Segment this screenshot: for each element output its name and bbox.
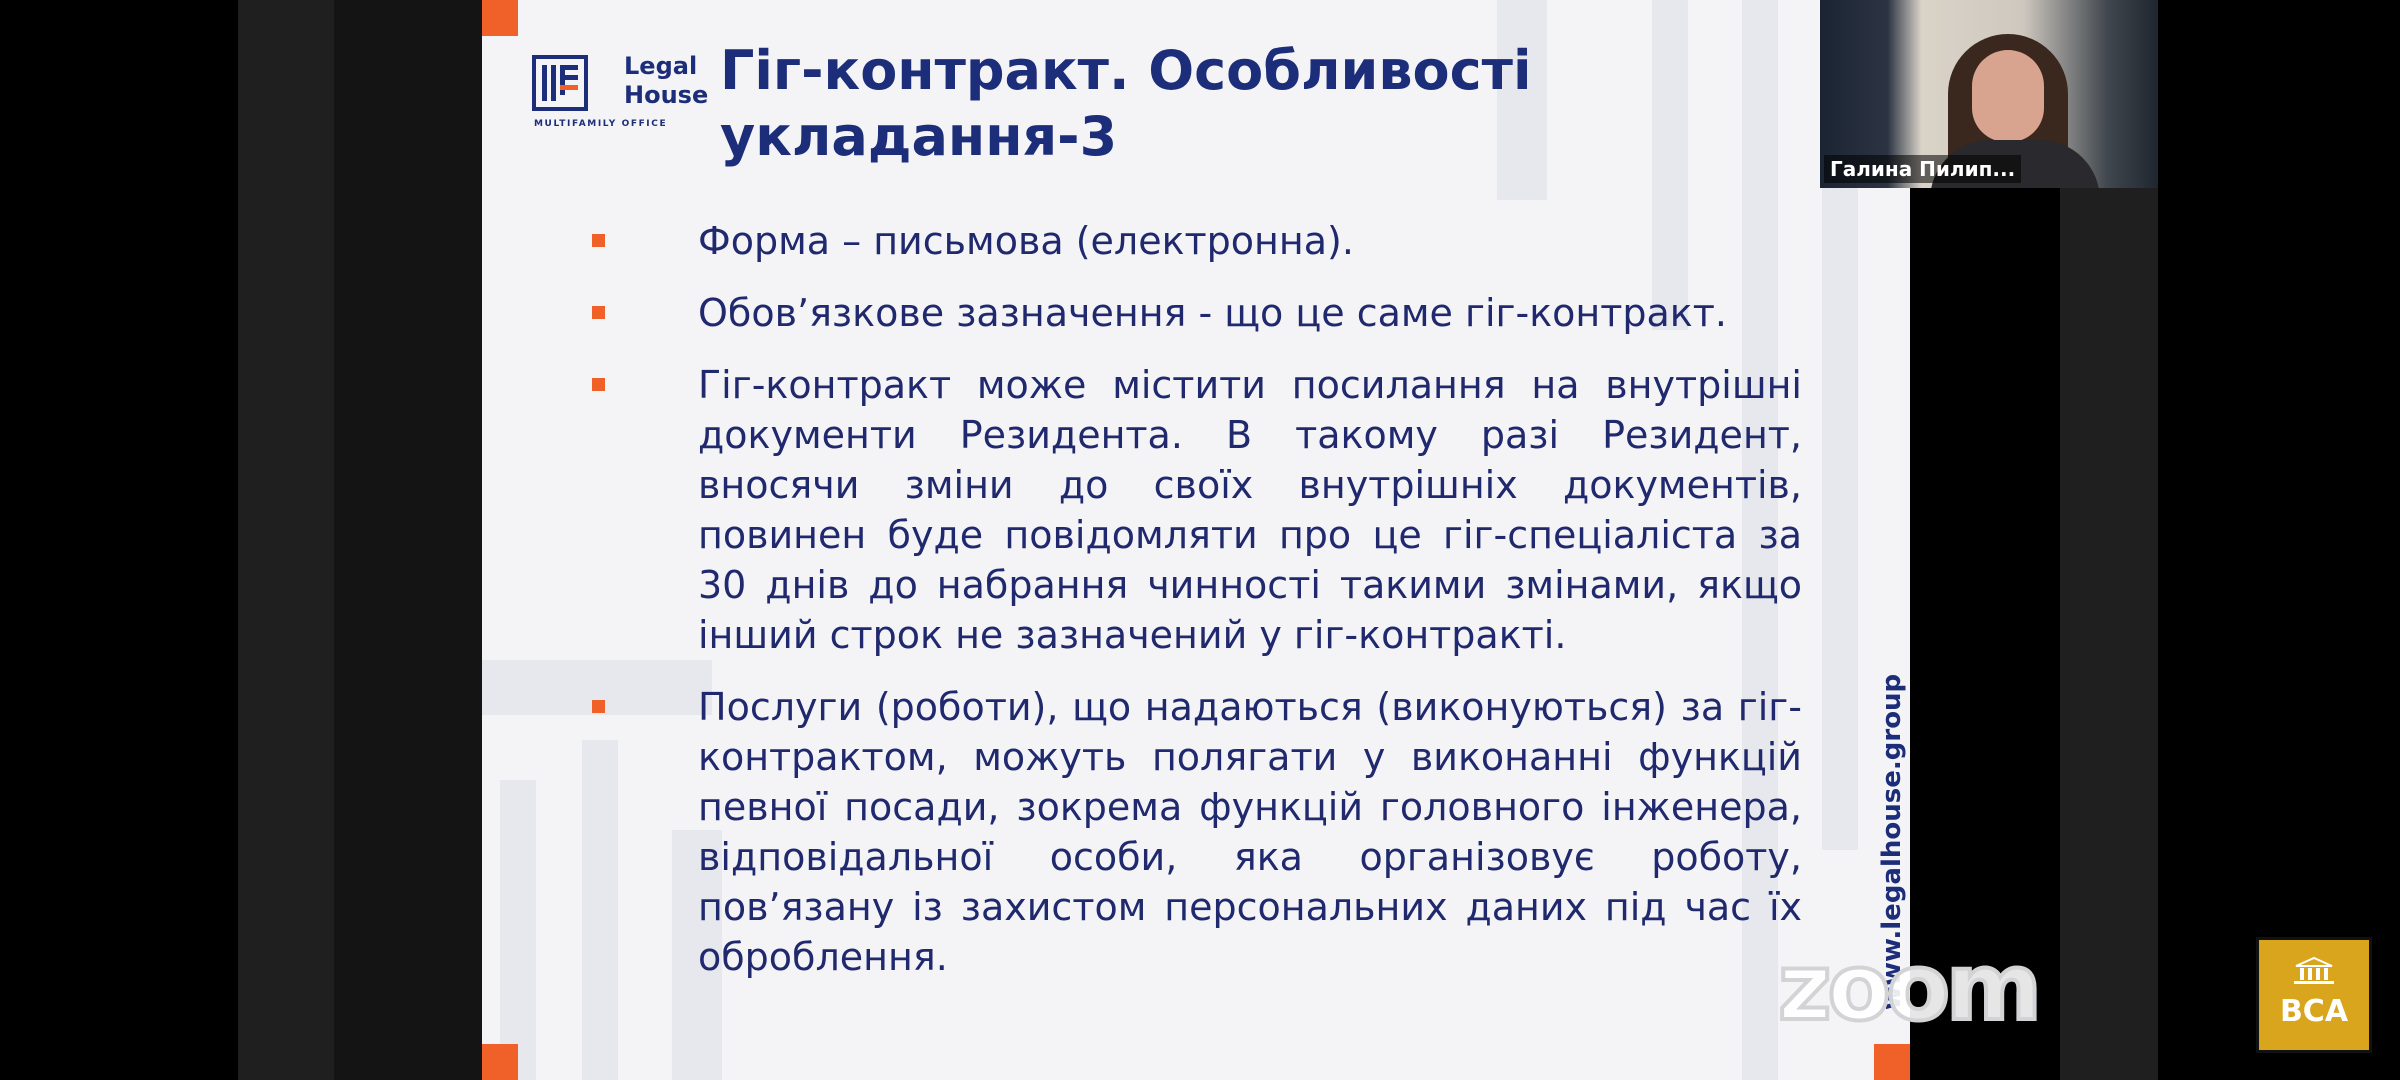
legal-house-logo xyxy=(532,52,709,129)
bca-channel-badge xyxy=(2256,937,2372,1053)
bullet-marker xyxy=(592,700,605,713)
bca-label: BCA xyxy=(2279,994,2349,1029)
bullet-item xyxy=(590,216,1802,266)
bullet-text: Обов’язкове зазначення - що це саме гіг-контракт. xyxy=(698,291,1727,335)
participant-face xyxy=(1972,50,2044,142)
left-background-panel xyxy=(238,0,334,1080)
bullet-text: Гіг-контракт може містити посилання на внутрішні документи Резидента. В такому разі Резидент, вносячи зміни до своїх внутрішніх документів, повинен буде повідомляти про це гіг-спеціаліста за 30 днів до набрання чинності такими змінами, якщо інший строк не зазначений у гіг-контракті. xyxy=(698,363,1802,657)
building-icon xyxy=(2292,956,2336,986)
bullet-marker xyxy=(592,378,605,391)
bullet-item xyxy=(590,288,1802,338)
logo-subtitle: MULTIFAMILY OFFICE xyxy=(534,119,668,129)
corner-square-bottom-left xyxy=(482,1044,518,1080)
bullet-list xyxy=(590,216,1802,1004)
participant-video-tile[interactable] xyxy=(1820,0,2158,188)
participant-name-label: Галина Пилип... xyxy=(1824,155,2021,183)
presentation-slide xyxy=(482,0,1910,1080)
left-inner-panel xyxy=(334,0,482,1080)
legal-house-logo-icon xyxy=(532,55,588,111)
bullet-item xyxy=(590,360,1802,660)
bullet-text: Послуги (роботи), що надаються (виконуються) за гіг-контрактом, можуть полягати у виконанні функцій певної посади, зокрема функцій головного інженера, відповідальної особи, яка організовує роботу, пов’язану із захистом персональних даних під час їх оброблення. xyxy=(698,685,1802,979)
corner-square-top-left xyxy=(482,0,518,36)
slide-title: Гіг-контракт. Особливості укладання-3 xyxy=(720,39,1532,168)
logo-word-legal: Legal xyxy=(624,52,698,80)
bullet-item xyxy=(590,682,1802,982)
bullet-text: Форма – письмова (електронна). xyxy=(698,219,1354,263)
bullet-marker xyxy=(592,234,605,247)
logo-word-house: House xyxy=(624,81,709,109)
zoom-watermark: zoom xyxy=(1778,934,2038,1041)
bullet-marker xyxy=(592,306,605,319)
corner-square-bottom-right xyxy=(1874,1044,1910,1080)
website-url: www.legalhouse.group xyxy=(1877,673,1907,1010)
